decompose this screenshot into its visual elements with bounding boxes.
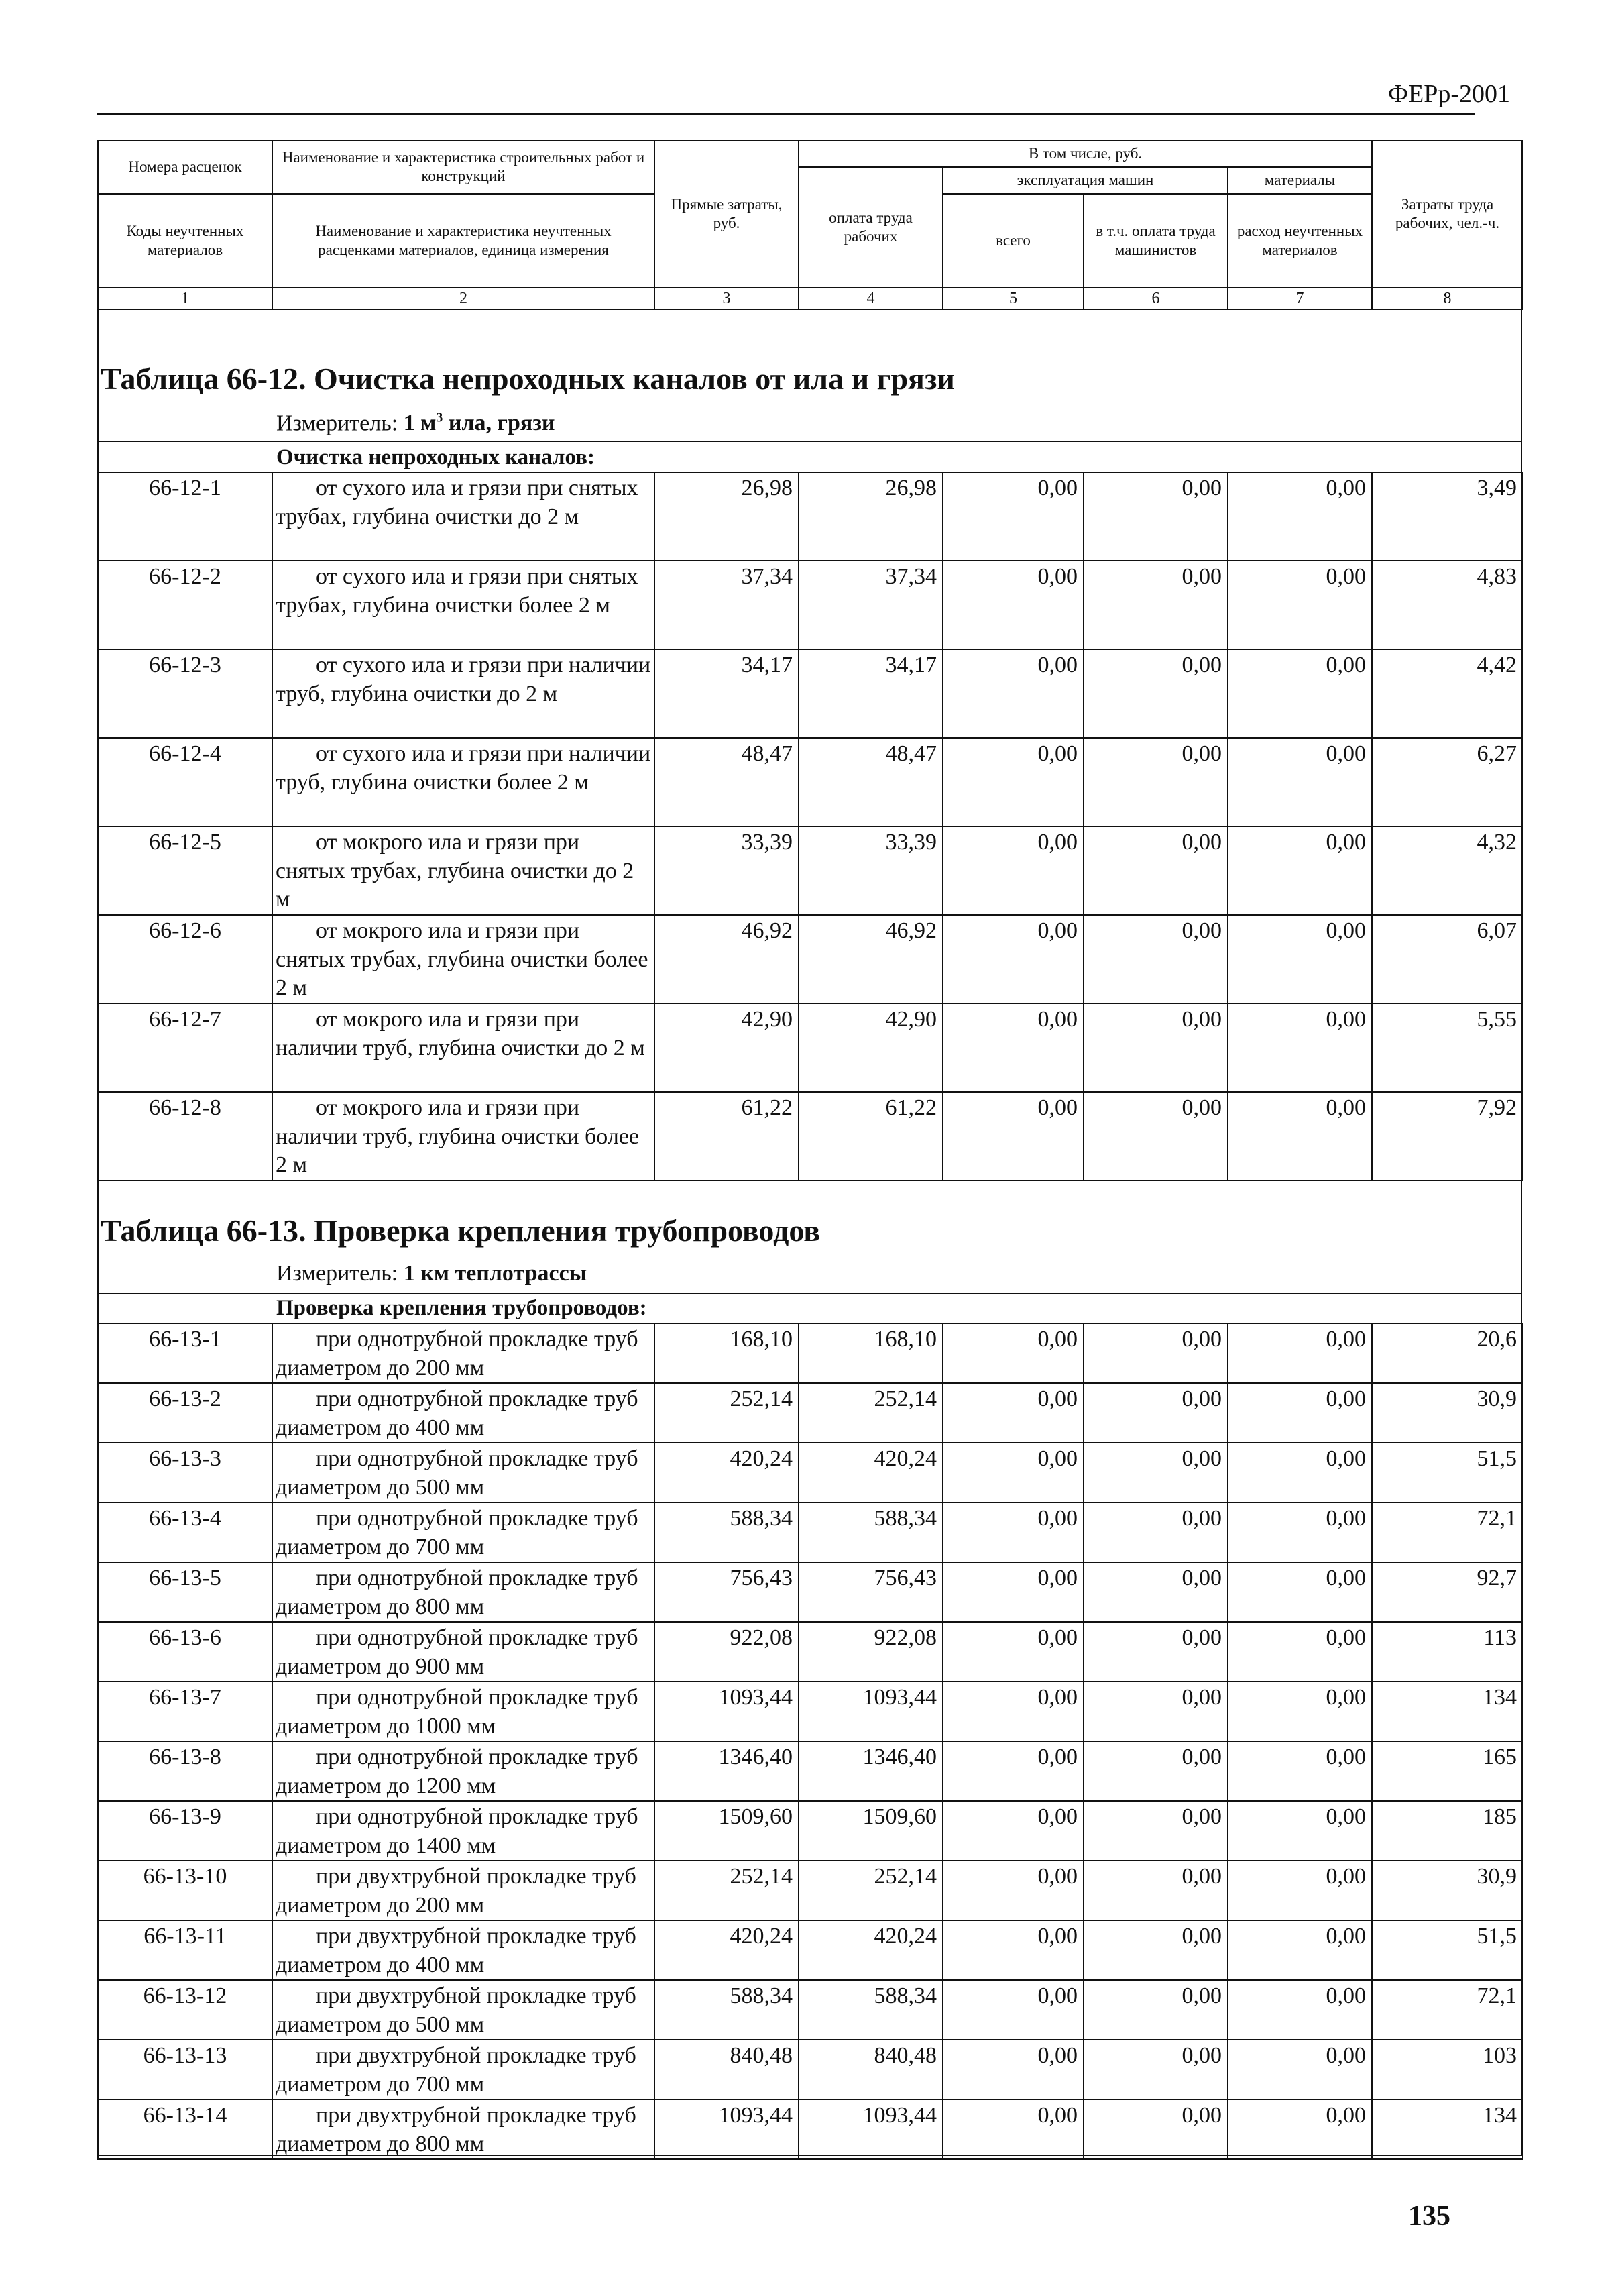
machinist-labor: 0,00 <box>1084 1443 1228 1502</box>
machines-total: 0,00 <box>943 1861 1084 1920</box>
machines-total: 0,00 <box>943 649 1084 738</box>
col-number: 7 <box>1228 288 1372 309</box>
direct-costs: 1093,44 <box>654 2099 799 2159</box>
table-row <box>98 1323 1523 1383</box>
machinist-labor: 0,00 <box>1084 561 1228 649</box>
direct-costs: 34,17 <box>654 649 799 738</box>
materials: 0,00 <box>1228 1383 1372 1443</box>
direct-costs: 420,24 <box>654 1443 799 1502</box>
labor-hours: 6,07 <box>1372 915 1523 1003</box>
direct-costs: 840,48 <box>654 2040 799 2099</box>
machines-total: 0,00 <box>943 738 1084 826</box>
machines-total: 0,00 <box>943 1741 1084 1801</box>
labor-hours: 6,27 <box>1372 738 1523 826</box>
machines-total: 0,00 <box>943 826 1084 915</box>
labor-cost: 840,48 <box>799 2040 943 2099</box>
work-description: при двухтрубной прокладке труб диаметром до 800 мм <box>272 2099 654 2159</box>
col-number: 8 <box>1372 288 1523 309</box>
table-row <box>98 1801 1523 1861</box>
labor-hours: 134 <box>1372 2099 1523 2159</box>
labor-hours: 3,49 <box>1372 472 1523 561</box>
measure-label: Измеритель: <box>276 1261 404 1286</box>
machines-total: 0,00 <box>943 1323 1084 1383</box>
labor-cost: 252,14 <box>799 1861 943 1920</box>
rate-code: 66-12-1 <box>98 472 272 561</box>
work-description: при однотрубной прокладке труб диаметром до 1200 мм <box>272 1741 654 1801</box>
rate-code: 66-12-4 <box>98 738 272 826</box>
work-description: при однотрубной прокладке труб диаметром до 1400 мм <box>272 1801 654 1861</box>
machinist-labor: 0,00 <box>1084 1502 1228 1562</box>
direct-costs: 26,98 <box>654 472 799 561</box>
machines-total: 0,00 <box>943 1801 1084 1861</box>
work-description: от мокрого ила и грязи при снятых трубах, глубина очистки более 2 м <box>272 915 654 1003</box>
work-description: при однотрубной прокладке труб диаметром до 700 мм <box>272 1502 654 1562</box>
table-row <box>98 561 1523 649</box>
labor-cost: 42,90 <box>799 1003 943 1092</box>
materials: 0,00 <box>1228 826 1372 915</box>
machinist-labor: 0,00 <box>1084 1323 1228 1383</box>
table-row <box>98 826 1523 915</box>
machinist-labor: 0,00 <box>1084 2040 1228 2099</box>
machines-total: 0,00 <box>943 915 1084 1003</box>
machines-total: 0,00 <box>943 1920 1084 1980</box>
direct-costs: 588,34 <box>654 1980 799 2040</box>
table-row <box>98 1682 1523 1741</box>
measure-sup: 3 <box>436 411 443 425</box>
labor-hours: 72,1 <box>1372 1980 1523 2040</box>
materials: 0,00 <box>1228 915 1372 1003</box>
rate-code: 66-13-4 <box>98 1502 272 1562</box>
labor-cost: 420,24 <box>799 1920 943 1980</box>
direct-costs: 922,08 <box>654 1622 799 1682</box>
labor-hours: 20,6 <box>1372 1323 1523 1383</box>
work-description: при двухтрубной прокладке труб диаметром до 400 мм <box>272 1920 654 1980</box>
rate-code: 66-13-9 <box>98 1801 272 1861</box>
direct-costs: 1346,40 <box>654 1741 799 1801</box>
materials: 0,00 <box>1228 738 1372 826</box>
machines-total: 0,00 <box>943 1003 1084 1092</box>
materials: 0,00 <box>1228 1443 1372 1502</box>
machines-total: 0,00 <box>943 472 1084 561</box>
rate-code: 66-13-2 <box>98 1383 272 1443</box>
materials: 0,00 <box>1228 1682 1372 1741</box>
measure-value: 1 км <box>403 1261 449 1286</box>
measure-value: 1 м <box>403 411 437 436</box>
col-labor-cost-header: оплата труда рабочих <box>799 167 943 288</box>
materials: 0,00 <box>1228 1801 1372 1861</box>
labor-hours: 103 <box>1372 2040 1523 2099</box>
rate-code: 66-13-14 <box>98 2099 272 2159</box>
rate-code: 66-12-6 <box>98 915 272 1003</box>
labor-cost: 168,10 <box>799 1323 943 1383</box>
materials: 0,00 <box>1228 1741 1372 1801</box>
table-row <box>98 1741 1523 1801</box>
col-materials-header: материалы <box>1228 167 1372 194</box>
machines-total: 0,00 <box>943 1443 1084 1502</box>
labor-cost: 33,39 <box>799 826 943 915</box>
col-material-usage-header: расход неучтенных материалов <box>1228 194 1372 288</box>
labor-cost: 61,22 <box>799 1092 943 1181</box>
machinist-labor: 0,00 <box>1084 1980 1228 2040</box>
col-machines-total-header: всего <box>943 194 1084 288</box>
machines-total: 0,00 <box>943 1383 1084 1443</box>
work-description: от мокрого ила и грязи при наличии труб, глубина очистки до 2 м <box>272 1003 654 1092</box>
machinist-labor: 0,00 <box>1084 2099 1228 2159</box>
machines-total: 0,00 <box>943 1092 1084 1181</box>
header-rule <box>97 113 1475 115</box>
direct-costs: 42,90 <box>654 1003 799 1092</box>
col-labor-hours-header: Затраты труда рабочих, чел.-ч. <box>1372 140 1523 288</box>
materials: 0,00 <box>1228 1622 1372 1682</box>
machinist-labor: 0,00 <box>1084 1562 1228 1622</box>
table-row <box>98 915 1523 1003</box>
labor-cost: 420,24 <box>799 1443 943 1502</box>
machines-total: 0,00 <box>943 2099 1084 2159</box>
col-number: 6 <box>1084 288 1228 309</box>
measure-rest: ила, грязи <box>443 411 555 436</box>
labor-hours: 4,83 <box>1372 561 1523 649</box>
work-description: при однотрубной прокладке труб диаметром до 800 мм <box>272 1562 654 1622</box>
work-description: от сухого ила и грязи при наличии труб, глубина очистки более 2 м <box>272 738 654 826</box>
col-group-header: В том числе, руб. <box>799 140 1372 167</box>
measure-line <box>276 1261 587 1287</box>
rate-code: 66-12-8 <box>98 1092 272 1181</box>
machinist-labor: 0,00 <box>1084 1092 1228 1181</box>
work-description: от сухого ила и грязи при снятых трубах, глубина очистки до 2 м <box>272 472 654 561</box>
machinist-labor: 0,00 <box>1084 649 1228 738</box>
machinist-labor: 0,00 <box>1084 472 1228 561</box>
labor-cost: 26,98 <box>799 472 943 561</box>
labor-cost: 588,34 <box>799 1980 943 2040</box>
labor-hours: 5,55 <box>1372 1003 1523 1092</box>
machines-total: 0,00 <box>943 1622 1084 1682</box>
materials: 0,00 <box>1228 649 1372 738</box>
materials: 0,00 <box>1228 472 1372 561</box>
rate-code: 66-12-5 <box>98 826 272 915</box>
labor-cost: 1509,60 <box>799 1801 943 1861</box>
rate-code: 66-13-11 <box>98 1920 272 1980</box>
page-number: 135 <box>1408 2201 1450 2232</box>
labor-hours: 4,42 <box>1372 649 1523 738</box>
table-row <box>98 1622 1523 1682</box>
table-row <box>98 2099 1523 2159</box>
machinist-labor: 0,00 <box>1084 1003 1228 1092</box>
direct-costs: 33,39 <box>654 826 799 915</box>
table-row <box>98 649 1523 738</box>
machinist-labor: 0,00 <box>1084 1861 1228 1920</box>
rate-code: 66-13-13 <box>98 2040 272 2099</box>
direct-costs: 46,92 <box>654 915 799 1003</box>
labor-cost: 756,43 <box>799 1562 943 1622</box>
materials: 0,00 <box>1228 561 1372 649</box>
machinist-labor: 0,00 <box>1084 1383 1228 1443</box>
divider <box>97 441 1522 442</box>
machines-total: 0,00 <box>943 1980 1084 2040</box>
labor-hours: 185 <box>1372 1801 1523 1861</box>
col-material-names-header: Наименование и характеристика неучтенных расценками материалов, единица измерения <box>272 194 654 288</box>
labor-hours: 165 <box>1372 1741 1523 1801</box>
col-rate-number-header: Номера расценок <box>98 140 272 194</box>
machinist-labor: 0,00 <box>1084 738 1228 826</box>
table-row <box>98 1861 1523 1920</box>
rate-code: 66-12-3 <box>98 649 272 738</box>
measure-rest: теплотрассы <box>449 1261 587 1286</box>
labor-cost: 48,47 <box>799 738 943 826</box>
labor-cost: 46,92 <box>799 915 943 1003</box>
measure-line <box>276 411 555 436</box>
work-description: от сухого ила и грязи при наличии труб, глубина очистки до 2 м <box>272 649 654 738</box>
labor-hours: 30,9 <box>1372 1383 1523 1443</box>
col-work-name-header: Наименование и характеристика строительных работ и конструкций <box>272 140 654 194</box>
table-title: Таблица 66-12. Очистка непроходных каналов от ила и грязи <box>101 362 955 396</box>
work-description: при двухтрубной прокладке труб диаметром до 200 мм <box>272 1861 654 1920</box>
materials: 0,00 <box>1228 1861 1372 1920</box>
work-description: от мокрого ила и грязи при снятых трубах, глубина очистки до 2 м <box>272 826 654 915</box>
col-number: 4 <box>799 288 943 309</box>
direct-costs: 588,34 <box>654 1502 799 1562</box>
machinist-labor: 0,00 <box>1084 1682 1228 1741</box>
direct-costs: 168,10 <box>654 1323 799 1383</box>
measure-label: Измеритель: <box>276 411 404 436</box>
table-row <box>98 1092 1523 1181</box>
machinist-labor: 0,00 <box>1084 1741 1228 1801</box>
labor-cost: 37,34 <box>799 561 943 649</box>
direct-costs: 252,14 <box>654 1861 799 1920</box>
work-description: при однотрубной прокладке труб диаметром до 1000 мм <box>272 1682 654 1741</box>
materials: 0,00 <box>1228 1502 1372 1562</box>
labor-cost: 34,17 <box>799 649 943 738</box>
labor-hours: 4,32 <box>1372 826 1523 915</box>
col-machinist-labor-header: в т.ч. оплата труда машинистов <box>1084 194 1228 288</box>
machinist-labor: 0,00 <box>1084 915 1228 1003</box>
table-row <box>98 472 1523 561</box>
rate-code: 66-13-1 <box>98 1323 272 1383</box>
table-row <box>98 1502 1523 1562</box>
column-header-table <box>97 140 1523 310</box>
direct-costs: 756,43 <box>654 1562 799 1622</box>
materials: 0,00 <box>1228 1003 1372 1092</box>
machinist-labor: 0,00 <box>1084 1622 1228 1682</box>
rate-code: 66-13-12 <box>98 1980 272 2040</box>
table-row <box>98 1383 1523 1443</box>
materials: 0,00 <box>1228 1562 1372 1622</box>
machines-total: 0,00 <box>943 1502 1084 1562</box>
table-row <box>98 1562 1523 1622</box>
materials: 0,00 <box>1228 2099 1372 2159</box>
table-title: Таблица 66-13. Проверка крепления трубопроводов <box>101 1213 821 1248</box>
machines-total: 0,00 <box>943 561 1084 649</box>
work-description: при однотрубной прокладке труб диаметром до 400 мм <box>272 1383 654 1443</box>
materials: 0,00 <box>1228 1092 1372 1181</box>
direct-costs: 1509,60 <box>654 1801 799 1861</box>
rate-code: 66-12-7 <box>98 1003 272 1092</box>
direct-costs: 37,34 <box>654 561 799 649</box>
labor-cost: 588,34 <box>799 1502 943 1562</box>
materials: 0,00 <box>1228 2040 1372 2099</box>
divider <box>97 1293 1522 1294</box>
labor-hours: 92,7 <box>1372 1562 1523 1622</box>
work-description: при однотрубной прокладке труб диаметром до 900 мм <box>272 1622 654 1682</box>
rates-table-66-13 <box>97 1323 1523 2160</box>
col-number: 1 <box>98 288 272 309</box>
machinist-labor: 0,00 <box>1084 826 1228 915</box>
section-heading: Проверка крепления трубопроводов: <box>276 1296 647 1320</box>
rate-code: 66-13-7 <box>98 1682 272 1741</box>
labor-hours: 51,5 <box>1372 1920 1523 1980</box>
col-direct-costs-header: Прямые затраты, руб. <box>654 140 799 288</box>
col-machines-header: эксплуатация машин <box>943 167 1228 194</box>
rate-code: 66-13-6 <box>98 1622 272 1682</box>
labor-hours: 51,5 <box>1372 1443 1523 1502</box>
machinist-labor: 0,00 <box>1084 1801 1228 1861</box>
col-material-codes-header: Коды неучтенных материалов <box>98 194 272 288</box>
table-row <box>98 738 1523 826</box>
table-row <box>98 1003 1523 1092</box>
work-description: от мокрого ила и грязи при наличии труб, глубина очистки более 2 м <box>272 1092 654 1181</box>
machinist-labor: 0,00 <box>1084 1920 1228 1980</box>
direct-costs: 61,22 <box>654 1092 799 1181</box>
work-description: от сухого ила и грязи при снятых трубах, глубина очистки более 2 м <box>272 561 654 649</box>
machines-total: 0,00 <box>943 1562 1084 1622</box>
labor-hours: 134 <box>1372 1682 1523 1741</box>
col-number: 3 <box>654 288 799 309</box>
table-row <box>98 2040 1523 2099</box>
rate-code: 66-12-2 <box>98 561 272 649</box>
section-heading: Очистка непроходных каналов: <box>276 445 595 470</box>
table-row <box>98 1920 1523 1980</box>
labor-cost: 1346,40 <box>799 1741 943 1801</box>
table-row <box>98 1443 1523 1502</box>
document-code: ФЕРр-2001 <box>1388 80 1511 108</box>
col-number: 5 <box>943 288 1084 309</box>
rate-code: 66-13-3 <box>98 1443 272 1502</box>
machines-total: 0,00 <box>943 2040 1084 2099</box>
labor-cost: 252,14 <box>799 1383 943 1443</box>
work-description: при двухтрубной прокладке труб диаметром до 700 мм <box>272 2040 654 2099</box>
table-row <box>98 1980 1523 2040</box>
rate-code: 66-13-8 <box>98 1741 272 1801</box>
direct-costs: 48,47 <box>654 738 799 826</box>
work-description: при однотрубной прокладке труб диаметром до 500 мм <box>272 1443 654 1502</box>
labor-cost: 1093,44 <box>799 2099 943 2159</box>
materials: 0,00 <box>1228 1920 1372 1980</box>
direct-costs: 252,14 <box>654 1383 799 1443</box>
rates-table-66-12 <box>97 472 1523 1181</box>
machines-total: 0,00 <box>943 1682 1084 1741</box>
labor-hours: 30,9 <box>1372 1861 1523 1920</box>
direct-costs: 420,24 <box>654 1920 799 1980</box>
direct-costs: 1093,44 <box>654 1682 799 1741</box>
materials: 0,00 <box>1228 1980 1372 2040</box>
labor-cost: 1093,44 <box>799 1682 943 1741</box>
rate-code: 66-13-10 <box>98 1861 272 1920</box>
materials: 0,00 <box>1228 1323 1372 1383</box>
col-number: 2 <box>272 288 654 309</box>
labor-cost: 922,08 <box>799 1622 943 1682</box>
work-description: при двухтрубной прокладке труб диаметром до 500 мм <box>272 1980 654 2040</box>
labor-hours: 113 <box>1372 1622 1523 1682</box>
labor-hours: 7,92 <box>1372 1092 1523 1181</box>
rate-code: 66-13-5 <box>98 1562 272 1622</box>
labor-hours: 72,1 <box>1372 1502 1523 1562</box>
work-description: при однотрубной прокладке труб диаметром до 200 мм <box>272 1323 654 1383</box>
